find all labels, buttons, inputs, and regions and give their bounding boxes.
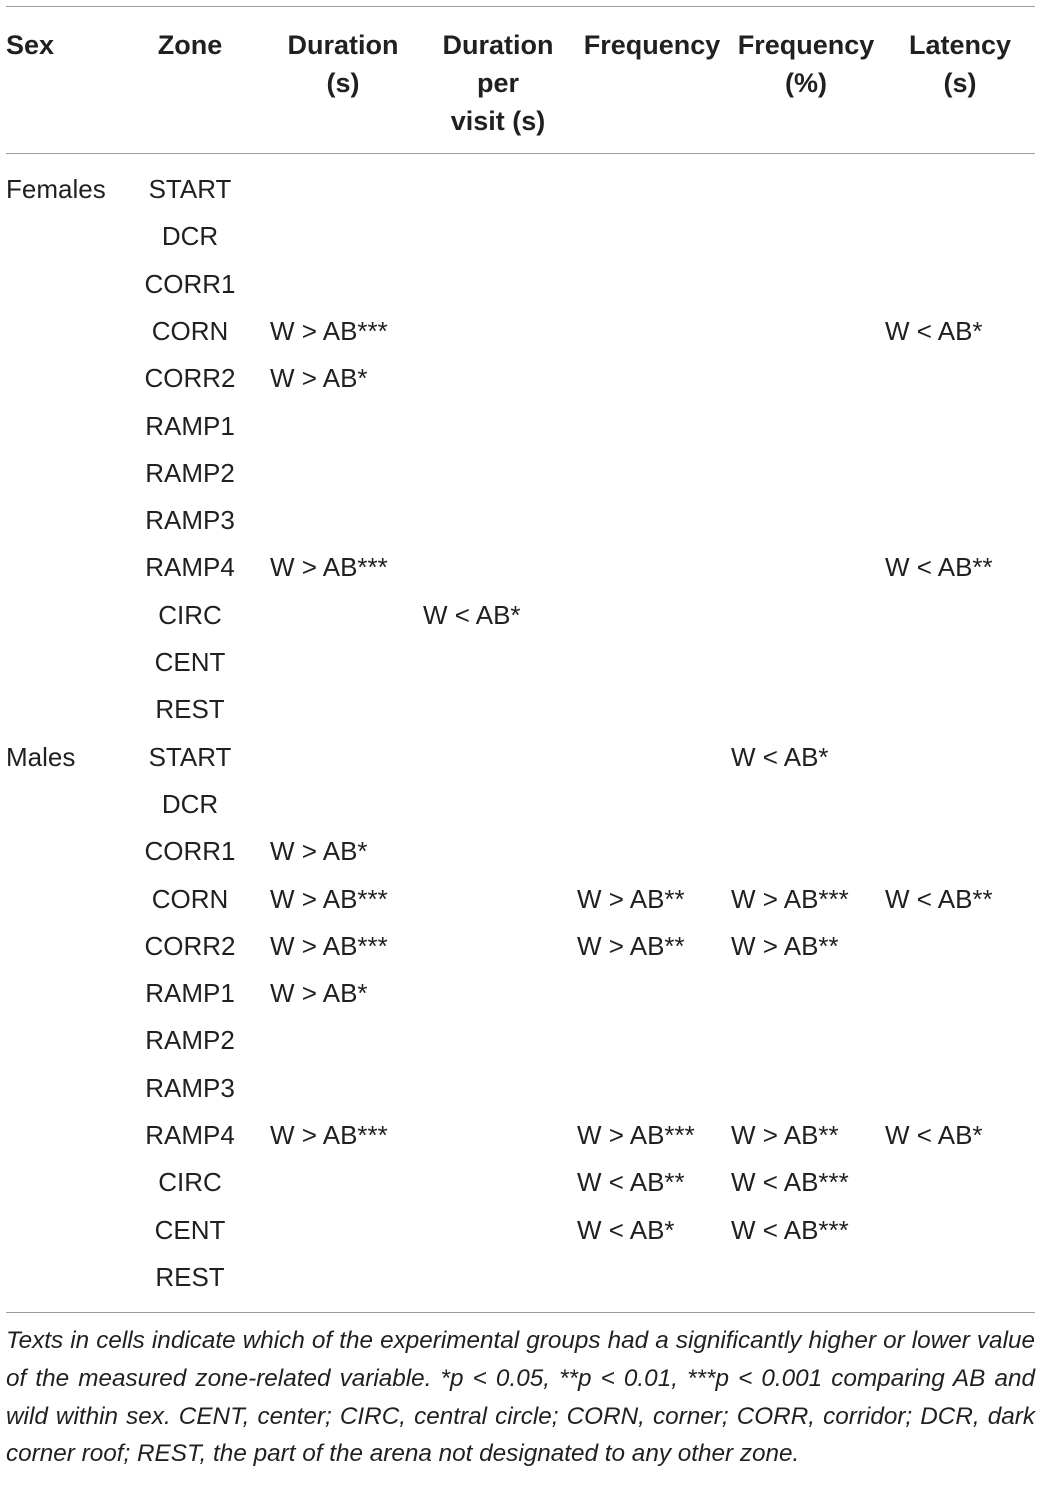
cell-frequency-percent: W > AB** bbox=[731, 930, 839, 961]
table-row bbox=[0, 453, 1041, 500]
cell-duration: W > AB*** bbox=[270, 552, 388, 583]
cell-zone: DCR bbox=[161, 788, 219, 819]
cell-zone: REST bbox=[155, 694, 225, 725]
header-rule bbox=[6, 153, 1035, 154]
table-row bbox=[0, 169, 1041, 216]
cell-frequency: W > AB** bbox=[577, 930, 685, 961]
cell-zone: DCR bbox=[161, 221, 219, 252]
cell-zone: RAMP4 bbox=[145, 1120, 235, 1150]
cell-zone: CORN bbox=[151, 883, 229, 914]
cell-zone: RAMP3 bbox=[145, 505, 235, 536]
cell-frequency: W < AB* bbox=[577, 1214, 675, 1245]
header-frequency: Frequency bbox=[583, 30, 721, 60]
table-row bbox=[0, 784, 1041, 831]
cell-sex: Females bbox=[6, 174, 106, 204]
table-row bbox=[0, 642, 1041, 689]
cell-zone: CENT bbox=[154, 647, 226, 677]
cell-duration: W > AB*** bbox=[270, 315, 388, 346]
cell-zone: CENT bbox=[154, 1214, 226, 1245]
cell-duration: W > AB* bbox=[270, 978, 368, 1009]
cell-frequency-percent: W > AB*** bbox=[731, 883, 849, 914]
table-row bbox=[0, 926, 1041, 973]
cell-duration-per-visit: W < AB* bbox=[423, 599, 521, 630]
cell-zone: RAMP2 bbox=[145, 457, 235, 488]
table-row bbox=[0, 500, 1041, 547]
cell-latency: W < AB* bbox=[885, 315, 983, 346]
table-row bbox=[0, 311, 1041, 358]
cell-zone: CORR1 bbox=[144, 836, 236, 867]
header-frequency-percent: Frequency (%) bbox=[737, 30, 875, 98]
cell-duration: W > AB* bbox=[270, 836, 368, 867]
table-row bbox=[0, 737, 1041, 784]
table-row bbox=[0, 689, 1041, 736]
table-top-rule bbox=[6, 6, 1035, 7]
cell-duration: W > AB*** bbox=[270, 930, 388, 961]
cell-zone: REST bbox=[155, 1261, 225, 1292]
cell-zone: CORN bbox=[151, 315, 229, 346]
table-row bbox=[0, 879, 1041, 926]
table-row bbox=[0, 1257, 1041, 1304]
cell-zone: CORR2 bbox=[144, 363, 236, 394]
table-row bbox=[0, 358, 1041, 405]
cell-zone: START bbox=[148, 741, 232, 772]
cell-frequency-percent: W < AB*** bbox=[731, 1214, 849, 1245]
table-bottom-rule bbox=[6, 1312, 1035, 1313]
cell-frequency: W > AB** bbox=[577, 883, 685, 914]
cell-sex: Males bbox=[6, 741, 76, 772]
cell-zone: RAMP3 bbox=[145, 1072, 235, 1103]
cell-latency: W < AB** bbox=[885, 883, 993, 914]
table-footnote: Texts in cells indicate which of the experimental groups had a significantly higher or lower value of the measured zone-related variable. *p < 0.05, **p < 0.01, ***p < 0.001 comparing AB and wild within sex. CENT, center; CIRC, central circle; CORN, corner; CORR, corridor; DCR, dark corner roof; REST, the part of the arena not designated to any other zone. bbox=[6, 1327, 1035, 1468]
cell-zone: RAMP4 bbox=[145, 552, 235, 583]
table-row bbox=[0, 547, 1041, 594]
header-duration: Duration (s) bbox=[287, 30, 399, 98]
cell-zone: CIRC bbox=[158, 1167, 222, 1198]
header-sex: Sex bbox=[6, 30, 55, 60]
table-row bbox=[0, 1115, 1041, 1162]
table-row bbox=[0, 973, 1041, 1020]
cell-zone: START bbox=[148, 174, 232, 204]
table-row bbox=[0, 831, 1041, 878]
cell-frequency: W < AB** bbox=[577, 1167, 685, 1198]
cell-frequency-percent: W < AB* bbox=[731, 741, 829, 772]
cell-duration: W > AB* bbox=[270, 363, 368, 394]
header-latency: Latency (s) bbox=[908, 30, 1012, 98]
cell-zone: CIRC bbox=[158, 599, 222, 630]
table-row bbox=[0, 1020, 1041, 1067]
table-row bbox=[0, 216, 1041, 263]
header-duration-per-visit: Duration per visit (s) bbox=[442, 30, 554, 136]
cell-frequency-percent: W > AB** bbox=[731, 1120, 839, 1150]
cell-zone: CORR1 bbox=[144, 268, 236, 299]
table-row bbox=[0, 595, 1041, 642]
header-zone: Zone bbox=[157, 30, 223, 60]
table-row bbox=[0, 1162, 1041, 1209]
cell-zone: CORR2 bbox=[144, 930, 236, 961]
cell-duration: W > AB*** bbox=[270, 1120, 388, 1150]
cell-frequency: W > AB*** bbox=[577, 1120, 695, 1150]
cell-frequency-percent: W < AB*** bbox=[731, 1167, 849, 1198]
table-row bbox=[0, 1068, 1041, 1115]
table-row bbox=[0, 1210, 1041, 1257]
cell-zone: RAMP1 bbox=[145, 978, 235, 1009]
cell-latency: W < AB** bbox=[885, 552, 993, 583]
cell-zone: RAMP1 bbox=[145, 410, 235, 441]
table-row bbox=[0, 264, 1041, 311]
cell-duration: W > AB*** bbox=[270, 883, 388, 914]
table-row bbox=[0, 406, 1041, 453]
cell-latency: W < AB* bbox=[885, 1120, 983, 1150]
cell-zone: RAMP2 bbox=[145, 1025, 235, 1056]
